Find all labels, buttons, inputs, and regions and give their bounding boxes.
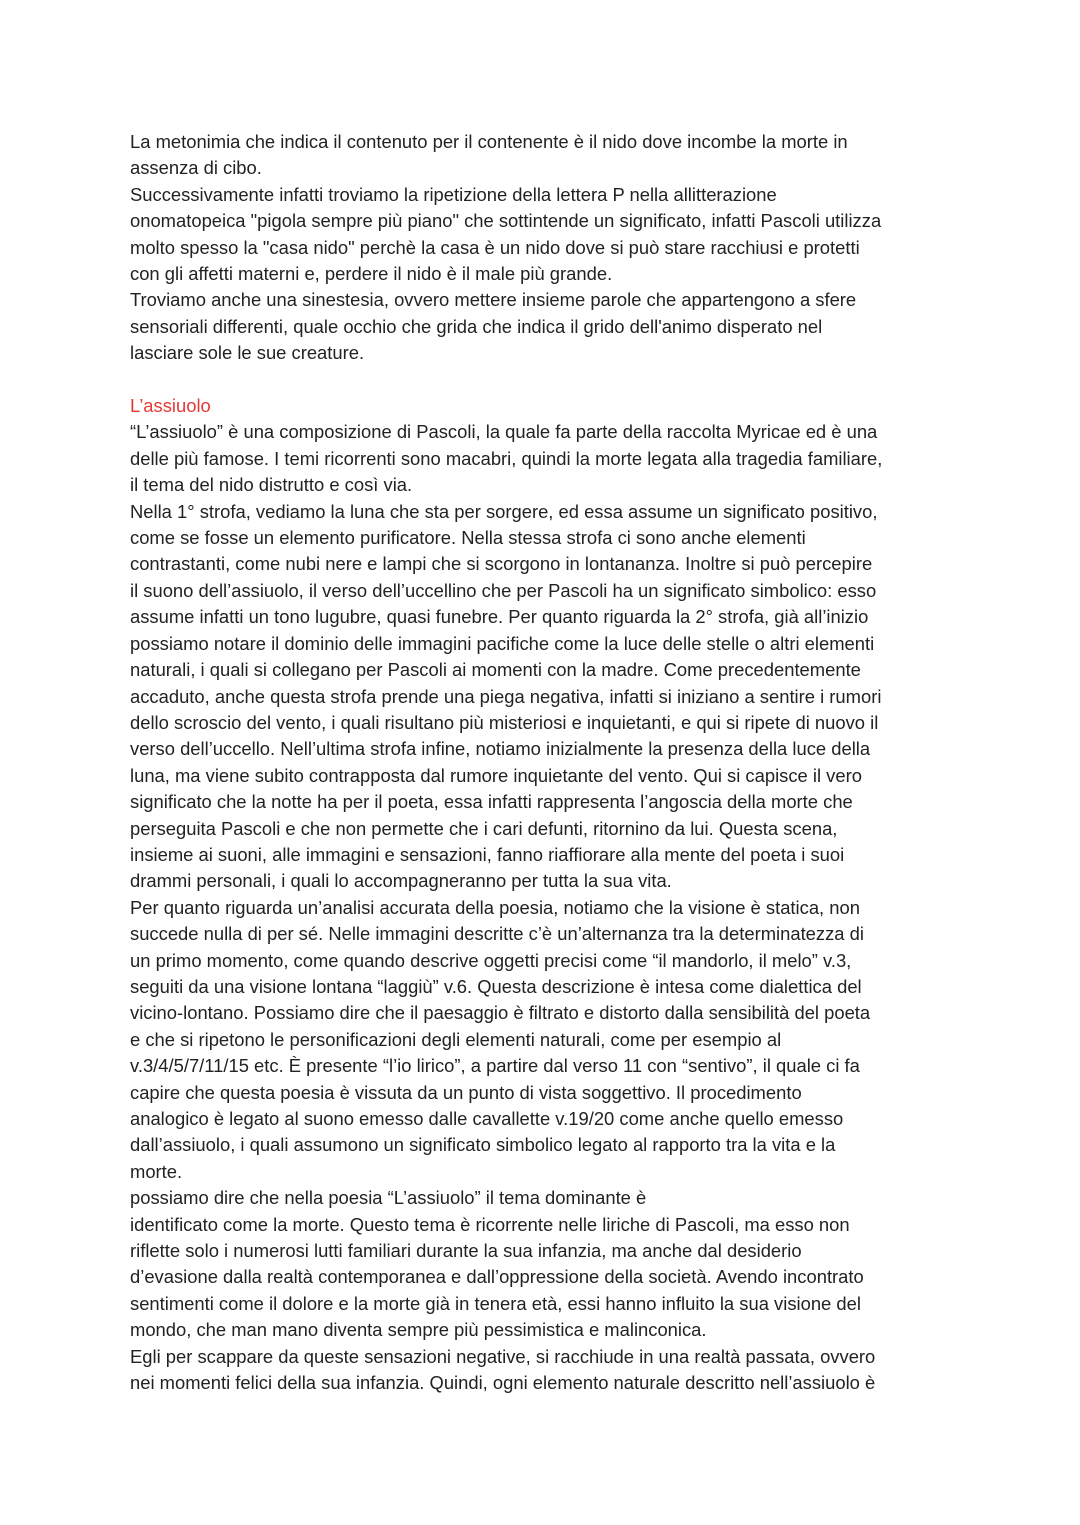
text-line: Nella 1° strofa, vediamo la luna che sta per sorgere, ed essa assume un significato positivo,: [130, 500, 878, 522]
text-line: il suono dell’assiuolo, il verso dell’uccellino che per Pascoli ha un significato simbolico: esso: [130, 579, 877, 601]
text-line: verso dell’uccello. Nell’ultima strofa infine, notiamo inizialmente la presenza della luce della: [130, 738, 871, 760]
text-line: luna, ma viene subito contrapposta dal rumore inquietante del vento. Qui si capisce il vero: [130, 764, 862, 786]
section-heading: L’assiuolo: [130, 395, 211, 417]
text-line: nei momenti felici della sua infanzia. Quindi, ogni elemento naturale descritto nell’assiuolo è: [130, 1372, 876, 1394]
text-line: Egli per scappare da queste sensazioni negative, si racchiude in una realtà passata, ovvero: [130, 1345, 876, 1367]
text-line: lasciare sole le sue creature.: [130, 342, 365, 364]
paragraph-spacer: [130, 367, 960, 393]
text-line: morte.: [130, 1160, 183, 1182]
text-line: assume infatti un tono lugubre, quasi funebre. Per quanto riguarda la 2° strofa, già all’inizio: [130, 606, 869, 628]
text-line: possiamo dire che nella poesia “L’assiuolo” il tema dominante è: [130, 1187, 647, 1209]
text-line: naturali, i quali si collegano per Pascoli ai momenti con la madre. Come precedentemente: [130, 659, 861, 681]
text-line: assenza di cibo.: [130, 157, 262, 179]
text-line: e che si ripetono le personificazioni degli elementi naturali, come per esempio al: [130, 1028, 782, 1050]
text-line: capire che questa poesia è vissuta da un punto di vista soggettivo. Il procedimento: [130, 1081, 802, 1103]
text-line: dello scroscio del vento, i quali risultano più misteriosi e inquietanti, e qui si ripete di nuovo il: [130, 711, 879, 733]
text-line: perseguita Pascoli e che non permette che i cari defunti, ritornino da lui. Questa scena,: [130, 817, 838, 839]
text-line: il tema del nido distrutto e così via.: [130, 474, 413, 496]
metonymy-paragraph: [130, 129, 960, 367]
text-line: un primo momento, come quando descrive oggetti precisi come “il mandorlo, il melo” v.3,: [130, 949, 852, 971]
assiuolo-analysis: [130, 419, 960, 1396]
text-line: vicino-lontano. Possiamo dire che il paesaggio è filtrato e distorto dalla sensibilità del poeta: [130, 1002, 871, 1024]
text-line: riflette solo i numerosi lutti familiari durante la sua infanzia, ma anche dal desiderio: [130, 1240, 802, 1262]
text-line: “L’assiuolo” è una composizione di Pascoli, la quale fa parte della raccolta Myricae ed è una: [130, 421, 878, 443]
text-line: La metonimia che indica il contenuto per il contenente è il nido dove incombe la morte in: [130, 131, 848, 152]
text-line: mondo, che man mano diventa sempre più pessimistica e malinconica.: [130, 1319, 707, 1341]
text-line: d’evasione dalla realtà contemporanea e dall’oppressione della società. Avendo incontrato: [130, 1266, 864, 1288]
text-line: Successivamente infatti troviamo la ripetizione della lettera P nella allitterazione: [130, 183, 777, 205]
text-line: molto spesso la "casa nido" perchè la casa è un nido dove si può stare racchiusi e protetti: [130, 236, 860, 258]
text-line: v.3/4/5/7/11/15 etc. È presente “l’io lirico”, a partire dal verso 11 con “sentivo”, il quale ci fa: [130, 1055, 860, 1077]
text-line: Per quanto riguarda un’analisi accurata della poesia, notiamo che la visione è statica, non: [130, 896, 860, 918]
text-line: onomatopeica "pigola sempre più piano" che sottintende un significato, infatti Pascoli utilizza: [130, 210, 882, 232]
text-line: contrastanti, come nubi nere e lampi che si scorgono in lontananza. Inoltre si può percepire: [130, 553, 873, 575]
text-line: come se fosse un elemento purificatore. Nella stessa strofa ci sono anche elementi: [130, 527, 806, 549]
text-line: significato che la notte ha per il poeta, essa infatti rappresenta l’angoscia della morte che: [130, 791, 853, 813]
text-line: seguiti da una visione lontana “laggiù” v.6. Questa descrizione è intesa come dialettica del: [130, 975, 862, 997]
text-line: accaduto, anche questa strofa prende una piega negativa, infatti si iniziano a sentire i rumori: [130, 685, 882, 707]
document-page: [130, 129, 960, 1396]
text-line: sensoriali differenti, quale occhio che grida che indica il grido dell'animo disperato nel: [130, 315, 823, 337]
text-line: drammi personali, i quali lo accompagneranno per tutta la sua vita.: [130, 870, 672, 892]
text-line: possiamo notare il dominio delle immagini pacifiche come la luce delle stelle o altri elementi: [130, 632, 875, 654]
text-line: insieme ai suoni, alle immagini e sensazioni, fanno riaffiorare alla mente del poeta i suoi: [130, 843, 845, 865]
text-line: succede nulla di per sé. Nelle immagini descritte c’è un’alternanza tra la determinatezza di: [130, 923, 864, 945]
text-line: delle più famose. I temi ricorrenti sono macabri, quindi la morte legata alla tragedia familiare,: [130, 447, 883, 469]
text-line: sentimenti come il dolore e la morte già in tenera età, essi hanno influito la sua visione del: [130, 1292, 861, 1314]
text-line: Troviamo anche una sinestesia, ovvero mettere insieme parole che appartengono a sfere: [130, 289, 857, 311]
text-line: dall’assiuolo, i quali assumono un significato simbolico legato al rapporto tra la vita e la: [130, 1134, 836, 1156]
text-line: identificato come la morte. Questo tema è ricorrente nelle liriche di Pascoli, ma esso non: [130, 1213, 850, 1235]
text-line: analogico è legato al suono emesso dalle cavallette v.19/20 come anche quello emesso: [130, 1108, 844, 1130]
text-line: con gli affetti materni e, perdere il nido è il male più grande.: [130, 263, 613, 285]
